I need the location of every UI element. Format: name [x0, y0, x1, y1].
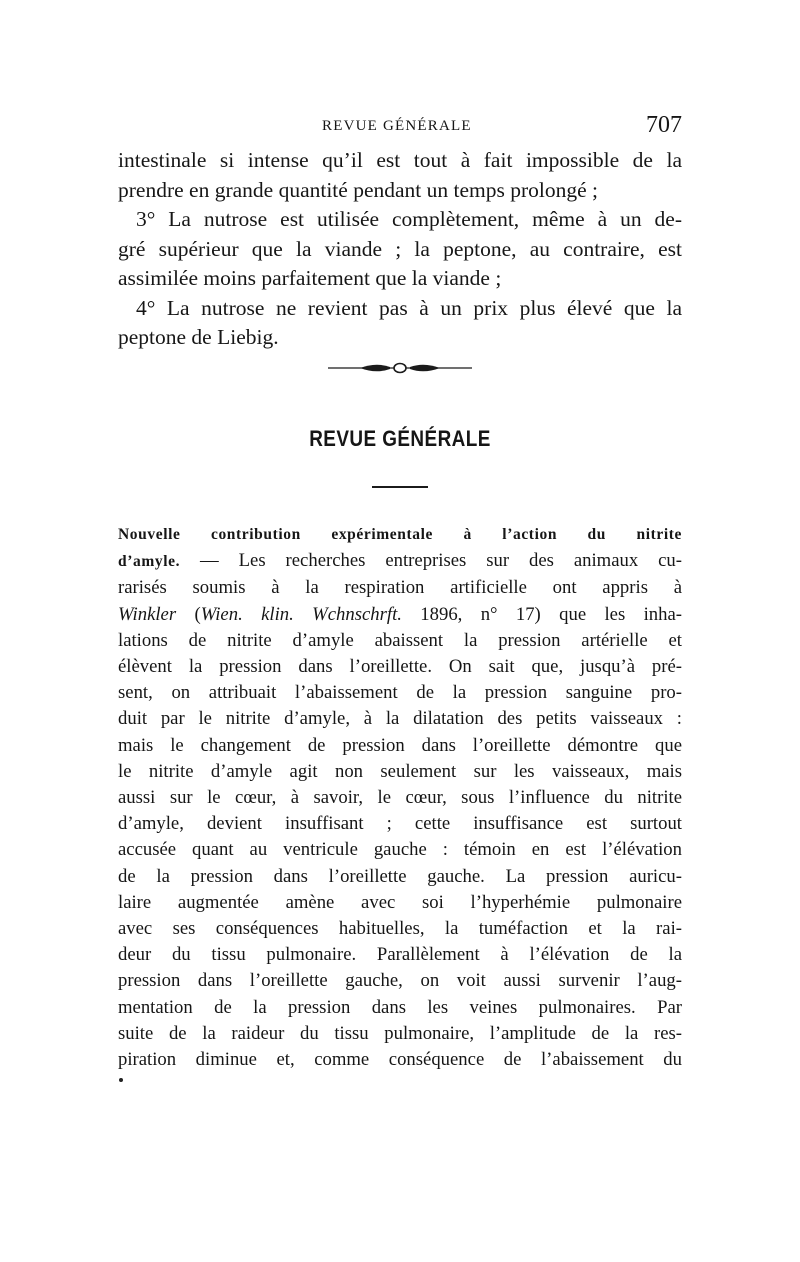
text-line: prendre en grande quantité pendant un temps prolongé ; — [118, 177, 599, 202]
text-line: mentation de la pression dans les veines pulmonaires. Par — [118, 996, 682, 1018]
text-line: accusée quant au ventricule gauche : témoin en est l’élévation — [118, 839, 682, 861]
running-title: REVUE GÉNÉRALE — [322, 118, 472, 134]
text-segment: ( — [176, 603, 201, 625]
text-line: le nitrite d’amyle agit non seulement sur les vaisseaux, mais — [118, 760, 682, 782]
print-speck — [119, 1078, 123, 1082]
ornament-divider — [328, 358, 472, 378]
text-line: sent, on attribuait l’abaissement de la pression sanguine pro- — [118, 682, 682, 704]
title-rule — [372, 486, 428, 488]
running-head — [118, 112, 682, 146]
text-line: élèvent la pression dans l’oreillette. On sait que, jusqu’à pré- — [118, 656, 682, 678]
page-number: 707 — [646, 112, 682, 138]
text-line: intestinale si intense qu’il est tout à fait impossible de la — [118, 148, 682, 172]
text-line: duit par le nitrite d’amyle, à la dilatation des petits vaisseaux : — [118, 708, 682, 730]
text-line: de la pression dans l’oreillette gauche. La pression auricu- — [118, 865, 682, 887]
text-line — [118, 602, 682, 628]
article-paragraph — [118, 521, 682, 1073]
continued-paragraphs — [118, 146, 682, 353]
text-segment: — Les recherches entreprises sur des animaux cu- — [180, 550, 682, 572]
text-line: aussi sur le cœur, à savoir, le cœur, sous l’influence du nitrite — [118, 787, 682, 809]
text-line: mais le changement de pression dans l’oreillette démontre que — [118, 734, 682, 756]
text-line: 3° La nutrose est utilisée complètement, même à un de- — [136, 207, 682, 231]
text-line: avec ses conséquences habituelles, la tuméfaction et la rai- — [118, 918, 682, 940]
text-line: suite de la raideur du tissu pulmonaire, l’amplitude de la res- — [118, 1022, 682, 1044]
text-line: pression dans l’oreillette gauche, on voit aussi survenir l’aug- — [118, 970, 682, 992]
text-line: assimilée moins parfaitement que la viande ; — [118, 266, 502, 290]
text-line — [118, 548, 682, 575]
author-name: Winkler — [118, 603, 177, 625]
journal-title: Wien. klin. Wchnschrft. — [200, 603, 402, 625]
text-segment: 1896, n° 17) que les inha- — [401, 603, 682, 625]
text-line: rarisés soumis à la respiration artificielle ont appris à — [118, 577, 682, 599]
text-line: piration diminue et, comme conséquence de l’abaissement du — [118, 1049, 682, 1071]
text-line: peptone de Liebig. — [118, 325, 279, 349]
text-line: laire augmentée amène avec soi l’hyperhémie pulmonaire — [118, 891, 682, 913]
text-line: d’amyle, devient insuffisant ; cette insuffisance est surtout — [118, 813, 682, 835]
article-heading-end: d’amyle. — [118, 553, 181, 571]
text-line: 4° La nutrose ne revient pas à un prix plus élevé que la — [136, 295, 682, 320]
section-title: REVUE GÉNÉRALE — [309, 426, 491, 451]
text-line: gré supérieur que la viande ; la peptone, au contraire, est — [118, 236, 682, 261]
article-heading: Nouvelle contribution expérimentale à l’action du nitrite — [118, 526, 682, 543]
text-line: deur du tissu pulmonaire. Parallèlement à l’élévation de la — [118, 944, 682, 966]
text-line: lations de nitrite d’amyle abaissent la pression artérielle et — [118, 629, 682, 651]
text-line — [118, 521, 682, 548]
